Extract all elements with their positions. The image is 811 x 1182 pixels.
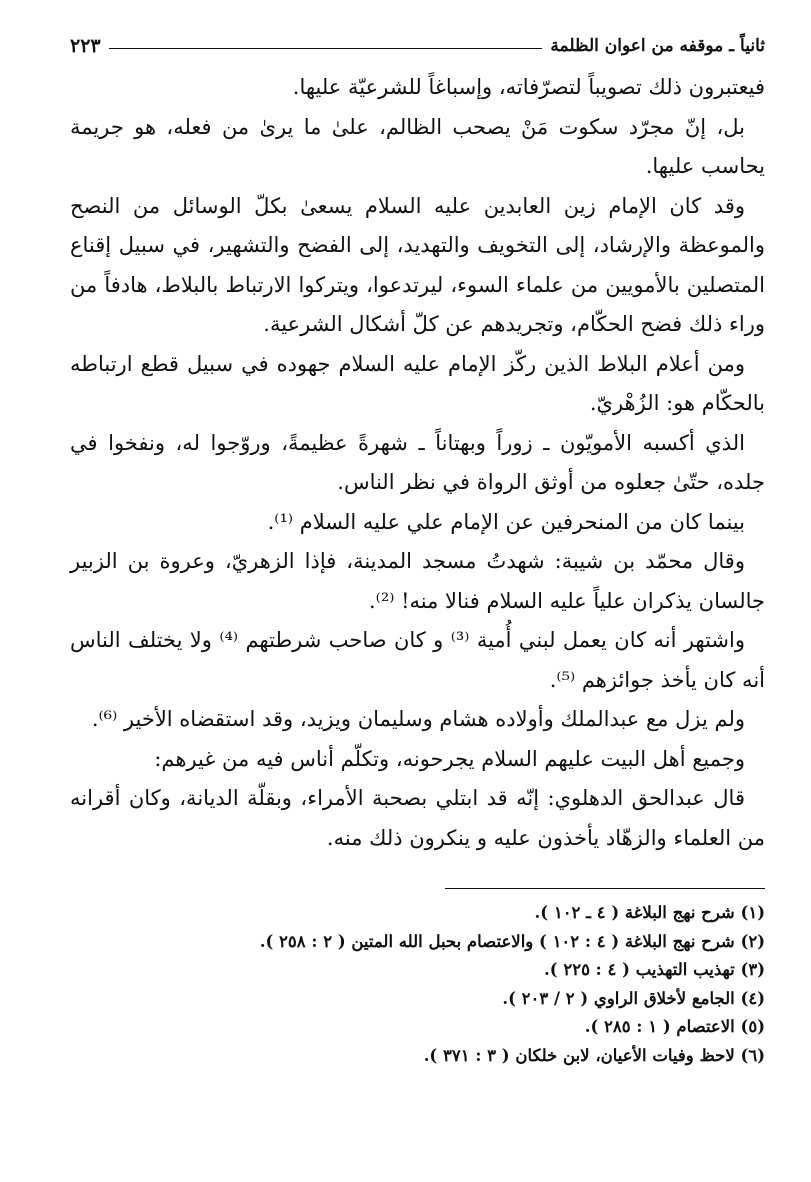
running-header — [70, 28, 765, 64]
body-text — [70, 68, 765, 858]
paragraph: ولم يزل مع عبدالملك وأولاده هشام وسليمان ويزيد، وقد استقضاه الأخير ⁽⁶⁾. — [91, 707, 745, 731]
footnote-separator — [445, 888, 765, 889]
footnote: (١) شرح نهج البلاغة ( ٤ ـ ١٠٢ ). — [534, 903, 765, 922]
footnote: (٥) الاعتصام ( ١ : ٢٨٥ ). — [584, 1017, 765, 1036]
footnote: (٦) لاحظ وفيات الأعيان، لابن خلكان ( ٣ : ٣٧١ ). — [423, 1045, 765, 1065]
page-number: ٢٢٣ — [70, 35, 101, 57]
paragraph: ومن أعلام البلاط الذين ركّز الإمام عليه السلام جهوده في سبيل قطع ارتباطه بالحكّام هو: الزُهْريّ. — [70, 351, 765, 415]
footnotes — [70, 899, 765, 1070]
paragraph: بينما كان من المنحرفين عن الإمام علي عليه السلام ⁽¹⁾. — [267, 509, 745, 534]
running-title: ثانياً ـ موقفه من اعوان الظلمة — [550, 36, 765, 56]
paragraph: وقال محمّد بن شيبة: شهدتُ مسجد المدينة، فإذا الزهريّ، وعروة بن الزبير جالسان يذكران علياً عليه السلام فنالا منه! ⁽²⁾. — [70, 549, 765, 613]
paragraph: وقد كان الإمام زين العابدين عليه السلام يسعىٰ بكلّ الوسائل من النصح والموعظة والإرشاد، إلى التخويف والتهديد، إلى الفضح والتشهير، في سبيل إقناع المتصلين بالأمويين من علماء السوء، ليرتدعوا، ويتركوا الارتباط بالبلاط، هادفاً من وراء ذلك فضح الحكّام، وتجريدهم عن كلّ أشكال الشرعية. — [70, 193, 765, 336]
paragraph: الذي أكسبه الأمويّون ـ زوراً وبهتاناً ـ شهرةً عظيمةً، وروّجوا له، ونفخوا في جلده، حتّىٰ جعلوه من أوثق الرواة في نظر الناس. — [70, 430, 765, 494]
paragraph: بل، إنّ مجرّد سكوت مَنْ يصحب الظالم، علىٰ ما يرىٰ من فعله، هو جريمة يحاسب عليها. — [70, 114, 765, 178]
paragraph: فيعتبرون ذلك تصويباً لتصرّفاته، وإسباغاً للشرعيّة عليها. — [292, 75, 765, 99]
footnote: (٣) تهذيب التهذيب ( ٤ : ٢٢٥ ). — [544, 960, 765, 979]
header-rule — [109, 48, 543, 49]
paragraph: واشتهر أنه كان يعمل لبني أُمية ⁽³⁾ و كان صاحب شرطتهم ⁽⁴⁾ ولا يختلف الناس أنه كان يأخذ جوائزهم ⁽⁵⁾. — [70, 628, 765, 692]
paragraph: قال عبدالحق الدهلوي: إنّه قد ابتلي بصحبة الأمراء، وبقلّة الديانة، وكان أقرانه من العلماء والزهّاد يأخذون عليه و ينكرون ذلك منه. — [70, 786, 765, 850]
footnote: (٤) الجامع لأخلاق الراوي ( ٢ / ٢٠٣ ). — [502, 988, 765, 1008]
footnote: (٢) شرح نهج البلاغة ( ٤ : ١٠٢ ) والاعتصام بحبل الله المتين ( ٢ : ٢٥٨ ). — [259, 931, 765, 951]
paragraph: وجميع أهل البيت عليهم السلام يجرحونه، وتكلّم أناس فيه من غيرهم: — [154, 746, 745, 771]
